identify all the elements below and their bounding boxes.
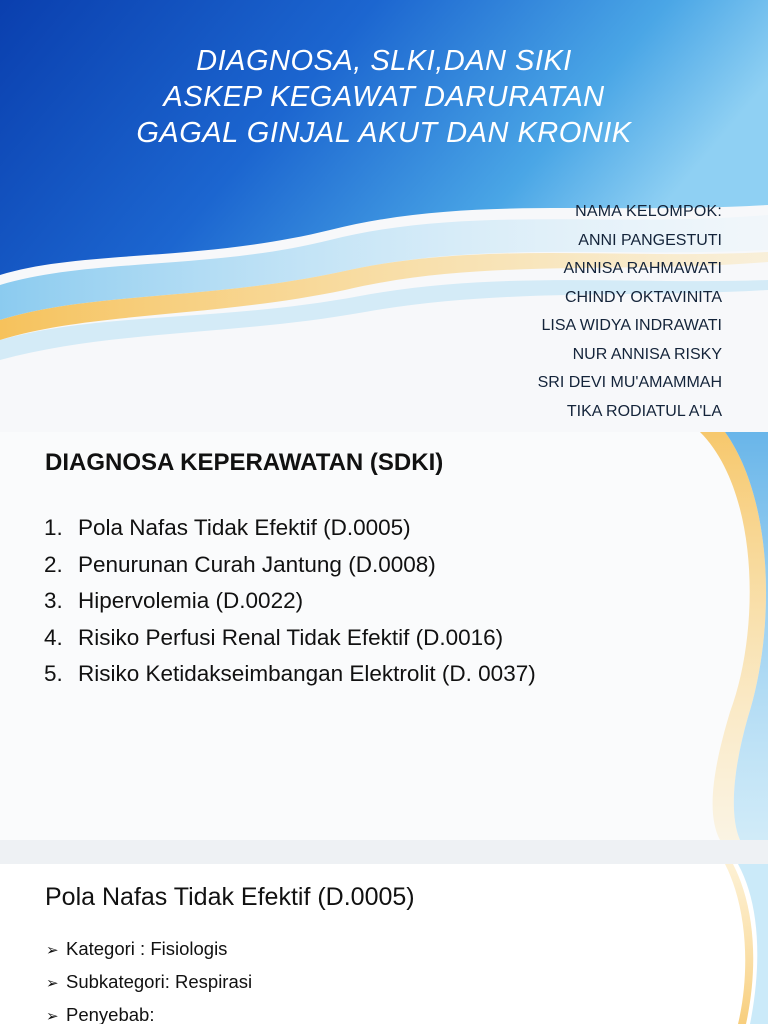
item-text: Hipervolemia (D.0022)	[78, 588, 304, 613]
list-item	[44, 510, 536, 547]
item-text: Subkategori: Respirasi	[66, 971, 253, 992]
item-text: Penurunan Curah Jantung (D.0008)	[78, 551, 436, 577]
detail-slide	[0, 864, 768, 1024]
title-slide	[0, 0, 768, 432]
item-number: 2.	[44, 551, 63, 577]
list-item	[44, 620, 536, 657]
arrowhead-bullet-icon: ➢	[46, 975, 59, 992]
member-name: NUR ANNISA RISKY	[572, 345, 722, 363]
member-name: LISA WIDYA INDRAWATI	[541, 317, 722, 334]
list-item	[46, 966, 252, 999]
member-name: ANNI PANGESTUTI	[578, 231, 722, 249]
title-line-3: GAGAL GINJAL AKUT DAN KRONIK	[136, 117, 632, 149]
item-number: 5.	[44, 661, 63, 686]
detail-heading: Pola Nafas Tidak Efektif (D.0005)	[45, 883, 415, 911]
item-number: 4.	[44, 624, 63, 650]
item-number: 1.	[44, 515, 63, 540]
item-text: Risiko Ketidakseimbangan Elektrolit (D. 0037)	[78, 661, 536, 686]
list-item	[44, 656, 536, 693]
presentation-title	[0, 43, 768, 151]
detail-list	[46, 933, 252, 1024]
diagnosis-list	[44, 510, 536, 693]
item-number: 3.	[44, 588, 63, 613]
group-members	[382, 198, 722, 426]
item-text: Kategori : Fisiologis	[66, 938, 228, 959]
item-text: Pola Nafas Tidak Efektif (D.0005)	[78, 515, 411, 540]
list-item	[46, 933, 252, 966]
list-item	[44, 547, 536, 584]
member-name: ANNISA RAHMAWATI	[563, 260, 722, 277]
member-name: TIKA RODIATUL A'LA	[566, 402, 722, 420]
item-text: Penyebab:	[66, 1004, 155, 1024]
list-item	[44, 583, 536, 620]
member-name: CHINDY OKTAVINITA	[564, 288, 722, 306]
members-label: NAMA KELOMPOK:	[575, 203, 722, 220]
list-item	[46, 999, 252, 1024]
arrowhead-bullet-icon: ➢	[46, 1008, 59, 1024]
item-text: Risiko Perfusi Renal Tidak Efektif (D.0016)	[78, 624, 504, 650]
arrowhead-bullet-icon: ➢	[46, 942, 59, 959]
member-name: SRI DEVI MU'AMAMMAH	[537, 374, 722, 391]
slide-separator	[0, 840, 768, 864]
diagnosis-slide	[0, 432, 768, 840]
title-line-1: DIAGNOSA, SLKI,DAN SIKI	[196, 45, 572, 77]
title-line-2: ASKEP KEGAWAT DARURATAN	[163, 81, 605, 113]
diagnosis-heading: DIAGNOSA KEPERAWATAN (SDKI)	[45, 449, 444, 476]
